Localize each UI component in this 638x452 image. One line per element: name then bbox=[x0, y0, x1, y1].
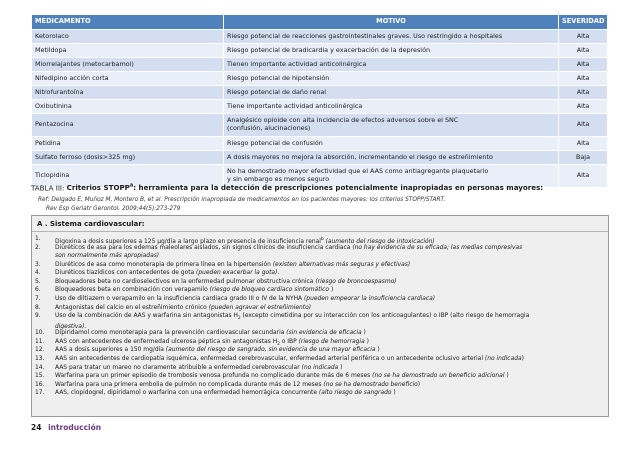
criterion-sub: 2 bbox=[277, 340, 280, 346]
table-row bbox=[32, 44, 608, 58]
criterion-item bbox=[35, 355, 605, 364]
criterion-main-2: (excepto cimetidina por su interacción con los anticoagulantes) o IBP (alto riesgo de hemorragia bbox=[240, 312, 530, 320]
criterion-item bbox=[35, 372, 605, 381]
table-row bbox=[32, 100, 608, 114]
severity: Alta bbox=[559, 58, 608, 72]
criterion-tail: ) bbox=[417, 380, 421, 388]
criterion-main: Diuréticos de asa para los edemas maleolares aislados, sin signos clínicos de insuficiencia cardiaca bbox=[55, 243, 353, 251]
drug-name: Petidina bbox=[32, 137, 224, 151]
criterion-number: 14. bbox=[35, 363, 45, 371]
criterion-rationale: (alto riesgo de sangrado bbox=[318, 389, 392, 397]
criterion-tail: ) bbox=[521, 355, 524, 362]
table-row bbox=[32, 30, 608, 44]
criterion-tail: . bbox=[277, 269, 280, 277]
criterion-tail: ) bbox=[375, 346, 380, 354]
criterion-rationale: (sin evidencia de eficacia bbox=[286, 329, 362, 337]
reference-line-2: Rev Esp Geriatr Gerontol. 2009;44(5):273-279 bbox=[46, 206, 181, 212]
divider bbox=[32, 231, 608, 232]
reason-line-1: No ha demostrado mayor efectividad que el AAS como antiagregante plaquetario bbox=[227, 167, 489, 176]
reason bbox=[224, 137, 559, 151]
reason-line-1: Riesgo potencial de hipotensión bbox=[227, 73, 330, 82]
severity: Baja bbox=[559, 151, 608, 165]
table-row bbox=[32, 86, 608, 100]
section-name: introducción bbox=[48, 423, 102, 432]
reason-line-1: Riesgo potencial de daño renal bbox=[227, 87, 327, 96]
criterion-item bbox=[35, 364, 605, 373]
criterion-text bbox=[55, 346, 603, 355]
criterion-tail: ) bbox=[329, 286, 334, 294]
criterion-number: 4. bbox=[35, 269, 41, 277]
reason bbox=[224, 151, 559, 165]
criterion-main: Dipiridamol como monoterapia para la prevención cardiovascular secundaria bbox=[55, 329, 287, 337]
criterion-text bbox=[55, 269, 603, 278]
drug-name: Miorrelajantes (metocarbamol) bbox=[32, 58, 224, 72]
caption-title bbox=[67, 183, 543, 192]
criterion-rationale: (pueden agravar el estreñimiento) bbox=[208, 303, 312, 311]
drug-name: Ticlopidina bbox=[32, 165, 224, 188]
criterion-rationale: (no indicada bbox=[301, 363, 339, 371]
criterion-tail: ) bbox=[364, 337, 369, 345]
severity: Alta bbox=[559, 137, 608, 151]
severity: Alta bbox=[559, 44, 608, 58]
criterion-main: AAS, clopidogrel, dipiridamol o warfarina con una enfermedad hemorrágica concurrente bbox=[55, 389, 319, 397]
drug-name: Pentazocina bbox=[32, 114, 224, 137]
drug-criteria-table bbox=[31, 14, 608, 188]
criterion-text bbox=[55, 389, 603, 398]
criterion-text bbox=[55, 286, 603, 295]
severity: Alta bbox=[559, 30, 608, 44]
caption-title-rest: : herramienta para la detección de prescripciones potencialmente inapropiadas en personas mayores: bbox=[133, 183, 544, 193]
criterion-main: AAS para tratar un mareo no claramente atribuible a enfermedad cerebrovascular bbox=[55, 363, 302, 371]
criterion-rationale: (riesgo de hemorragia bbox=[298, 337, 365, 345]
criterion-main: Uso de diltiazem o verapamilo en la insuficiencia cardiaca grado III o IV de la NYHA bbox=[55, 295, 304, 302]
severity: Alta bbox=[559, 114, 608, 137]
severity: Alta bbox=[559, 100, 608, 114]
reason bbox=[224, 100, 559, 114]
criterion-rationale: (no se ha demostrado beneficio bbox=[323, 380, 418, 388]
criterion-line-2: son normalmente más apropiadas) bbox=[55, 252, 160, 260]
drug-name: Nitrofurantoína bbox=[32, 86, 224, 100]
criterion-main: Warfarina para una primera embolia de pulmón no complicada durante más de 12 meses bbox=[55, 380, 324, 388]
header-medicamento: MEDICAMENTO bbox=[32, 15, 224, 30]
criterion-number: 13. bbox=[35, 355, 45, 362]
caption-title-sup: a bbox=[129, 183, 134, 189]
reason-line-1: Tiene importante actividad anticolinérgica bbox=[227, 101, 363, 110]
reason-line-1: Riesgo potencial de confusión bbox=[227, 138, 323, 147]
reason bbox=[224, 72, 559, 86]
criterion-item bbox=[35, 286, 605, 295]
criterion-item bbox=[35, 269, 605, 278]
page-number: 24 bbox=[31, 423, 42, 432]
reason-line-1: Riesgo potencial de bradicardia y exacerbación de la depresión bbox=[227, 45, 431, 54]
reference-line-1: Ref: Delgado E, Muñoz M, Montero B, et al. Prescripción inapropiada de medicamentos en los pacientes mayores: los criterios STOPP/START. bbox=[38, 197, 446, 203]
criterion-number: 1. bbox=[35, 235, 41, 242]
reason-line-2: y sin embargo es menos seguro bbox=[227, 175, 330, 183]
criterion-main: Digoxina a dosis superiores a 125 µg/día a largo plazo en presencia de insuficiencia renal bbox=[55, 237, 321, 245]
reason-line-1: A dosis mayores no mejora la absorción, incrementando el riesgo de estreñimiento bbox=[227, 152, 493, 161]
criterion-number: 6. bbox=[35, 286, 41, 294]
table-caption bbox=[31, 183, 611, 192]
criterion-tail: ) bbox=[504, 372, 509, 380]
criterion-number: 8. bbox=[35, 303, 41, 311]
criterion-text bbox=[55, 381, 603, 390]
criterion-rationale: (no indicada bbox=[484, 355, 522, 362]
criterion-text bbox=[55, 372, 603, 381]
reason-line-1: Riesgo potencial de reacciones gastrointestinales graves. Uso restringido a hospitales bbox=[227, 31, 503, 40]
table-row bbox=[32, 137, 608, 151]
criterion-rationale: (no se ha demostrado un beneficio adicional bbox=[372, 372, 505, 380]
criterion-main: Warfarina para un primer episodio de trombosis venosa profunda no complicado durante más de 6 meses bbox=[55, 372, 373, 380]
caption-label: TABLA III: bbox=[31, 183, 67, 193]
reason-line-1: Tienen importante actividad anticolinérgica bbox=[227, 59, 367, 68]
severity: Alta bbox=[559, 72, 608, 86]
table-row bbox=[32, 58, 608, 72]
criterion-text bbox=[55, 295, 603, 304]
criterion-main-2: o IBP bbox=[279, 337, 299, 345]
criterion-main: Bloqueadores beta no cardioselectivos en la enfermedad pulmonar obstructiva crónica bbox=[55, 277, 316, 285]
criterion-main: Bloqueadores beta en combinación con verapamilo bbox=[55, 286, 210, 294]
criterion-main: Antagonistas del calcio en el estreñimiento crónico bbox=[55, 303, 209, 311]
criterion-item bbox=[35, 346, 605, 355]
criterion-number: 2. bbox=[35, 243, 41, 251]
criterion-number: 12. bbox=[35, 346, 45, 354]
criterion-item bbox=[35, 304, 605, 313]
criterion-text bbox=[55, 304, 603, 313]
caption-title-main: Criterios STOPP bbox=[66, 183, 130, 193]
criterion-text bbox=[55, 364, 603, 373]
criterion-number: 7. bbox=[35, 295, 41, 302]
criterion-text bbox=[55, 244, 603, 261]
criterion-rationale: (pueden empeorar la insuficiencia cardiaca) bbox=[303, 295, 436, 302]
criterion-item bbox=[35, 261, 605, 270]
criterion-sup: b bbox=[320, 236, 324, 241]
criterion-number: 16. bbox=[35, 380, 45, 388]
criterion-number: 10. bbox=[35, 329, 45, 337]
criterion-rationale: (aumento del riesgo de sangrado, sin evidencia de una mayor eficacia bbox=[165, 346, 376, 354]
severity: Alta bbox=[559, 86, 608, 100]
section-title: A . Sistema cardiovascular: bbox=[37, 220, 145, 228]
drug-name: Nifedipino acción corta bbox=[32, 72, 224, 86]
criterion-item bbox=[35, 329, 605, 338]
criterion-item bbox=[35, 278, 605, 287]
criterion-tail: ) bbox=[338, 363, 343, 371]
reason bbox=[224, 58, 559, 72]
drug-name: Ketorolaco bbox=[32, 30, 224, 44]
criterion-item bbox=[35, 295, 605, 304]
table-row bbox=[32, 72, 608, 86]
severity: Alta bbox=[559, 165, 608, 188]
criterion-item bbox=[35, 381, 605, 390]
drug-name: Sulfato ferroso (dosis>325 mg) bbox=[32, 151, 224, 165]
criterion-item bbox=[35, 244, 605, 261]
table-header-row bbox=[32, 15, 608, 30]
criterion-text bbox=[55, 261, 603, 270]
criterion-main: Diuréticos de asa como monoterapia de primera línea en la hipertensión bbox=[55, 260, 273, 268]
reason-line-1: Analgésico opioide con alta incidencia de efectos adversos sobre el SNC bbox=[227, 116, 459, 125]
criterion-main: AAS a dosis superiores a 150 mg/día bbox=[55, 346, 166, 354]
criterion-text bbox=[55, 278, 603, 287]
criterion-text bbox=[55, 329, 603, 338]
criterion-item bbox=[35, 389, 605, 398]
page-footer bbox=[31, 423, 101, 432]
criterion-rationale: (aumento del riesgo de intoxicación) bbox=[323, 237, 435, 245]
criterion-number: 5. bbox=[35, 277, 41, 285]
criterion-main: Uso de la combinación de AAS y warfarina sin antagonistas H bbox=[55, 312, 238, 320]
table-row bbox=[32, 114, 608, 137]
criterion-number: 17. bbox=[35, 389, 45, 397]
criterion-rationale: (pueden exacerbar la gota) bbox=[196, 269, 278, 277]
drug-name: Metildopa bbox=[32, 44, 224, 58]
criterion-number: 9. bbox=[35, 312, 41, 320]
criterion-line-2: digestiva). bbox=[55, 322, 87, 330]
reason bbox=[224, 114, 559, 137]
reason bbox=[224, 44, 559, 58]
header-severidad: SEVERIDAD bbox=[559, 15, 608, 30]
criterion-main: AAS sin antecedentes de cardiopatía isquémica, enfermedad cerebrovascular, enfermedad arterial periférica o un antecedente oclusivo arterial bbox=[55, 355, 485, 362]
criterion-text bbox=[55, 355, 603, 364]
criterion-rationale: (existen alternativas más seguras y efectivas) bbox=[272, 260, 411, 268]
reason bbox=[224, 86, 559, 100]
criterion-number: 15. bbox=[35, 372, 45, 380]
criterion-rationale: (no hay evidencia de su eficada; las medias compresivas bbox=[352, 243, 523, 251]
criterion-number: 11. bbox=[35, 337, 45, 345]
reason bbox=[224, 30, 559, 44]
drug-name: Oxibutinina bbox=[32, 100, 224, 114]
criterion-main: Diuréticos tiazídicos con antecedentes de gota bbox=[55, 269, 197, 277]
criterion-rationale: (riesgo de bloqueo cardíaco sintomático bbox=[209, 286, 330, 294]
criterion-tail: ) bbox=[361, 329, 366, 337]
criterion-number: 3. bbox=[35, 260, 41, 268]
reason-line-2: (confusión, alucinaciones) bbox=[227, 124, 311, 132]
criterion-sub: 2 bbox=[237, 315, 241, 321]
criterion-rationale: (riesgo de broncoespasmo) bbox=[315, 277, 397, 285]
table-row bbox=[32, 151, 608, 165]
criterion-tail: ) bbox=[391, 389, 396, 397]
header-motivo: MOTIVO bbox=[224, 15, 559, 30]
criterion-main: AAS con antecedentes de enfermedad ulcerosa péptica sin antagonistas H bbox=[55, 337, 278, 345]
criteria-box bbox=[31, 215, 609, 417]
